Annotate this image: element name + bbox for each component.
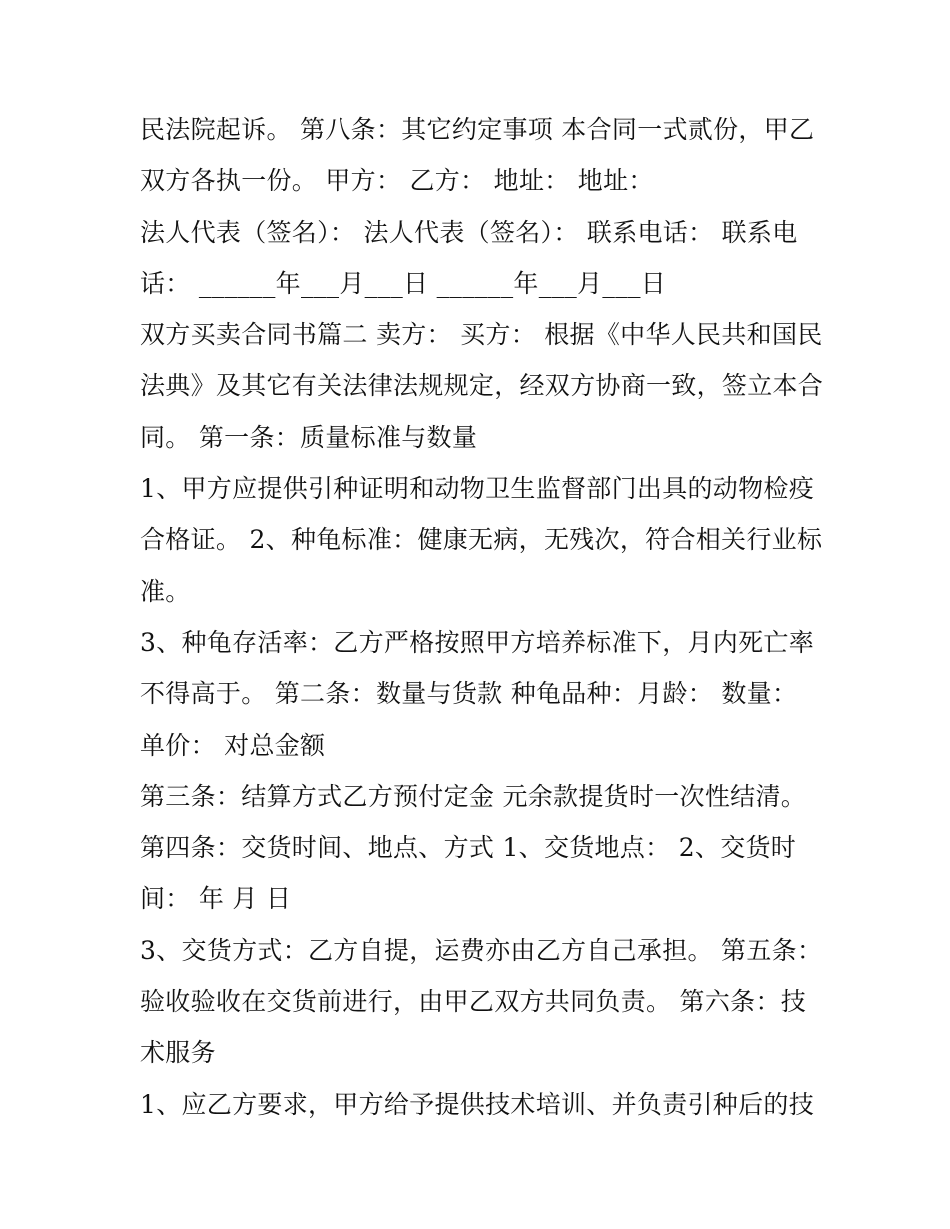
text-line: 3、种龟存活率：乙方严格按照甲方培养标准下，月内死亡率: [140, 627, 815, 657]
text-line: 合格证。 2、种龟标准：健康无病，无残次，符合相关行业标: [140, 525, 823, 555]
text-line: 1、应乙方要求，甲方给予提供技术培训、并负责引种后的技: [140, 1089, 815, 1119]
text-line: 术服务: [140, 1038, 216, 1068]
text-line: 准。: [140, 576, 191, 606]
text-line: 验收验收在交货前进行，由甲乙双方共同负责。 第六条：技: [140, 987, 807, 1017]
contract-body-text: [140, 104, 824, 1130]
text-line: 第四条：交货时间、地点、方式 1、交货地点： 2、交货时: [140, 833, 797, 863]
text-line: 不得高于。 第二条：数量与货款 种龟品种：月龄： 数量：: [140, 679, 798, 709]
text-line: 同。 第一条：质量标准与数量: [140, 422, 478, 452]
text-line: 单价： 对总金额: [140, 730, 326, 760]
text-line: 双方各执一份。 甲方： 乙方： 地址： 地址：: [140, 166, 654, 196]
text-line: 话： ______年___月___日 ______年___月___日: [140, 268, 667, 298]
text-line: 双方买卖合同书篇二 卖方： 买方： 根据《中华人民共和国民: [140, 320, 823, 350]
text-line: 1、甲方应提供引种证明和动物卫生监督部门出具的动物检疫: [140, 474, 815, 504]
text-line: 法典》及其它有关法律法规规定，经双方协商一致，签立本合: [140, 371, 824, 401]
text-line: 法人代表（签名）： 法人代表（签名）： 联系电话： 联系电: [140, 217, 798, 247]
text-line: 3、交货方式：乙方自提，运费亦由乙方自己承担。 第五条：: [140, 935, 823, 965]
text-line: 第三条：结算方式乙方预付定金 元余款提货时一次性结清。: [140, 781, 807, 811]
text-line: 间： 年 月 日: [140, 884, 292, 914]
text-line: 民法院起诉。 第八条：其它约定事项 本合同一式贰份，甲乙: [140, 115, 815, 144]
